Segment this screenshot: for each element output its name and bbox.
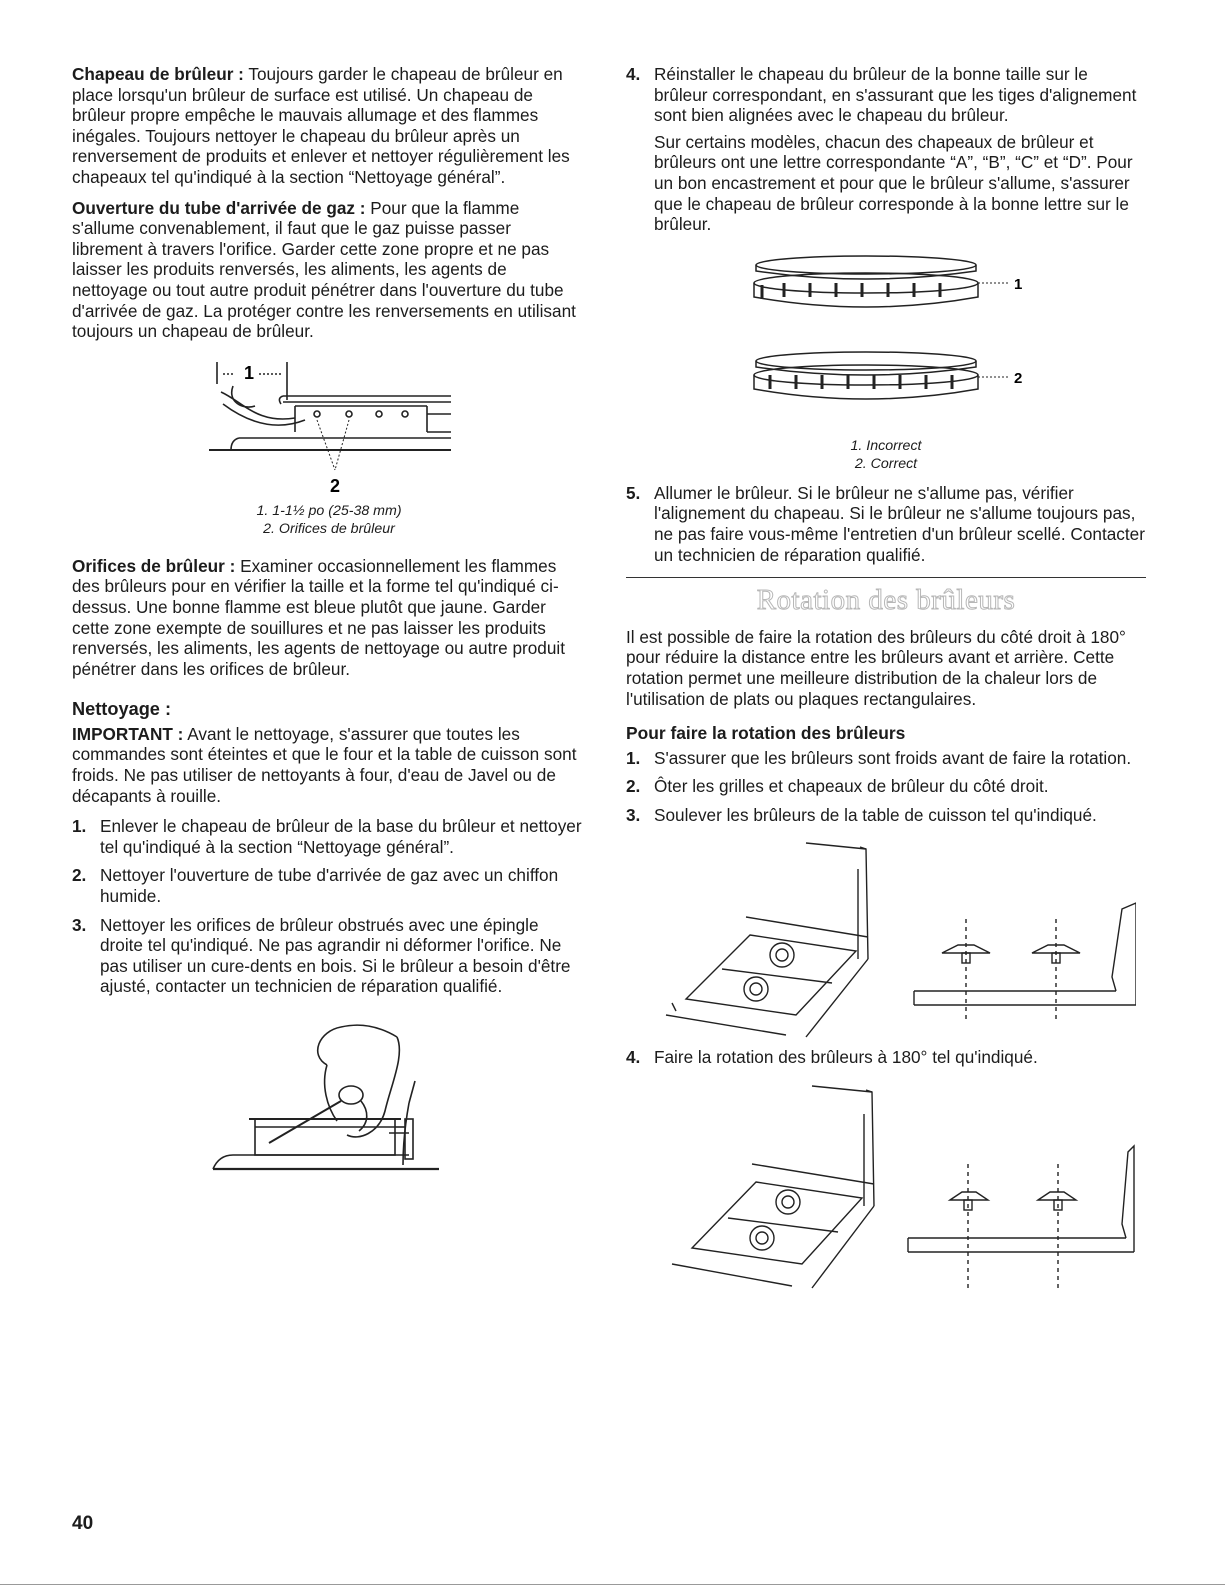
- list-item: 3. Nettoyer les orifices de brûleur obstrués avec une épingle droite tel qu'indiqué. Ne pas agrandir ni déformer l'orifice. Ne pas utiliser un cure-dents en bois. Si le brûleur a besoin d'être ajusté, contacter un technicien de réparation qualifié.: [72, 914, 571, 997]
- rotation-intro: Il est possible de faire la rotation des brûleurs du côté droit à 180° pour réduire la distance entre les brûleurs avant et arrière. Cette rotation permet une meilleure distribution de la chaleur lors de l'utilisation de plats ou plaques rectangulaires.: [626, 626, 1126, 709]
- list-item: 4. Faire la rotation des brûleurs à 180° tel qu'indiqué.: [626, 1047, 1038, 1068]
- gas-tube-paragraph: Ouverture du tube d'arrivée de gaz : Pour que la flamme s'allume convenablement, il faut que le gaz puisse passer librement à travers l'orifice. Garder cette zone propre et ne pas laisser les produits renversés, les aliments, les agents de nettoyage ou tout autre produit pénétrer dans l'ouverture du tube d'arrivée de gaz. La protéger contre les renversements en utilisant toujours un chapeau de brûleur.: [72, 197, 576, 342]
- cleaning-steps: [72, 816, 586, 997]
- cap-alignment-caption: 1. Incorrect 2. Correct: [850, 437, 922, 472]
- right-column: [626, 64, 1146, 1312]
- page-number: 40: [72, 1513, 94, 1534]
- rotate-burners-figure: [636, 1082, 1136, 1312]
- burner-cap-diagram: [199, 358, 459, 498]
- figure-label-1: 1: [1014, 275, 1023, 293]
- burner-cap-figure: [199, 358, 459, 498]
- cap-alignment-figure: [746, 253, 1026, 433]
- burner-cap-caption: 1. 1-1½ po (25-38 mm) 2. Orifices de brûleur: [256, 502, 402, 537]
- lift-burners-diagram: [636, 839, 1136, 1039]
- list-item: 4. Réinstaller le chapeau du brûleur de la bonne taille sur le brûleur correspondant, en s'assurant que les tiges d'alignement sont bien alignées avec le chapeau du brûleur. Sur certains modèles, chacun des chapeaux de brûleur et brûleurs ont une lettre correspondante “A”, “B”, “C” et “D”. Pour un bon encastrement et pour que le brûleur s'allume, s'assurer que le chapeau de brûleur corresponde à la bonne lettre sur le brûleur.: [626, 64, 1137, 235]
- lift-burners-figure: [636, 839, 1136, 1039]
- figure-label-1: 1: [243, 362, 255, 383]
- rotate-steps: [626, 1047, 1146, 1068]
- list-item: 5. Allumer le brûleur. Si le brûleur ne s'allume pas, vérifier l'alignement du chapeau. Si le brûleur ne s'allume toujours pas, ne pas faire vous-même l'entretien d'un brûleur scellé. Contacter un technicien de réparation qualifié.: [626, 482, 1145, 565]
- list-item: 2. Nettoyer l'ouverture de tube d'arrivée de gaz avec un chiffon humide.: [72, 865, 559, 907]
- section-divider: [626, 577, 1146, 578]
- figure-label-2: 2: [1014, 369, 1023, 387]
- list-item: 1. Enlever le chapeau de brûleur de la base du brûleur et nettoyer tel qu'indiqué à la section “Nettoyage général”.: [72, 816, 582, 857]
- important-paragraph: IMPORTANT : Avant le nettoyage, s'assurer que toutes les commandes sont éteintes et que le four et la table de cuisson sont froids. Ne pas utiliser de nettoyants à four, d'eau de Javel ou de décapants à rouille.: [72, 723, 577, 806]
- burner-cap-paragraph: Chapeau de brûleur : Toujours garder le chapeau de brûleur en place lorsqu'un brûleur de surface est utilisé. Un chapeau de brûleur propre empêche le mauvais allumage et des flammes inégales. Toujours nettoyer le chapeau du brûleur après un renversement de produits et enlever et nettoyer régulièrement les chapeaux tel qu'indiqué à la section “Nettoyage général”.: [72, 64, 570, 187]
- list-item: 2. Ôter les grilles et chapeaux de brûleur du côté droit.: [626, 776, 1049, 797]
- list-item: 3. Soulever les brûleurs de la table de cuisson tel qu'indiqué.: [626, 804, 1097, 825]
- figure-label-2: 2: [329, 475, 341, 496]
- left-column: [72, 64, 586, 1175]
- list-item: 1. S'assurer que les brûleurs sont froids avant de faire la rotation.: [626, 747, 1132, 768]
- pin-cleaning-diagram: [209, 1015, 449, 1175]
- cap-alignment-diagram: [746, 253, 1026, 433]
- section-title: Rotation des brûleurs: [756, 584, 1016, 617]
- pin-cleaning-figure: [209, 1015, 449, 1175]
- reinstall-steps: [626, 64, 1146, 235]
- rotation-heading: Pour faire la rotation des brûleurs: [626, 723, 906, 744]
- rotation-steps: [626, 748, 1146, 826]
- burner-ports-paragraph: Orifices de brûleur : Examiner occasionnellement les flammes des brûleurs pour en vérifier la taille et la forme tel qu'indiqué ci-dessus. Une bonne flamme est bleue plutôt que jaune. Garder cette zone exempte de souillures et ne pas laisser les produits renversés, les aliments, les agents de nettoyage ou autre produit pénétrer dans les orifices de brûleur.: [72, 555, 565, 679]
- cleaning-heading: Nettoyage :: [72, 699, 172, 720]
- rotate-burners-diagram: [636, 1082, 1136, 1312]
- light-steps: [626, 483, 1146, 565]
